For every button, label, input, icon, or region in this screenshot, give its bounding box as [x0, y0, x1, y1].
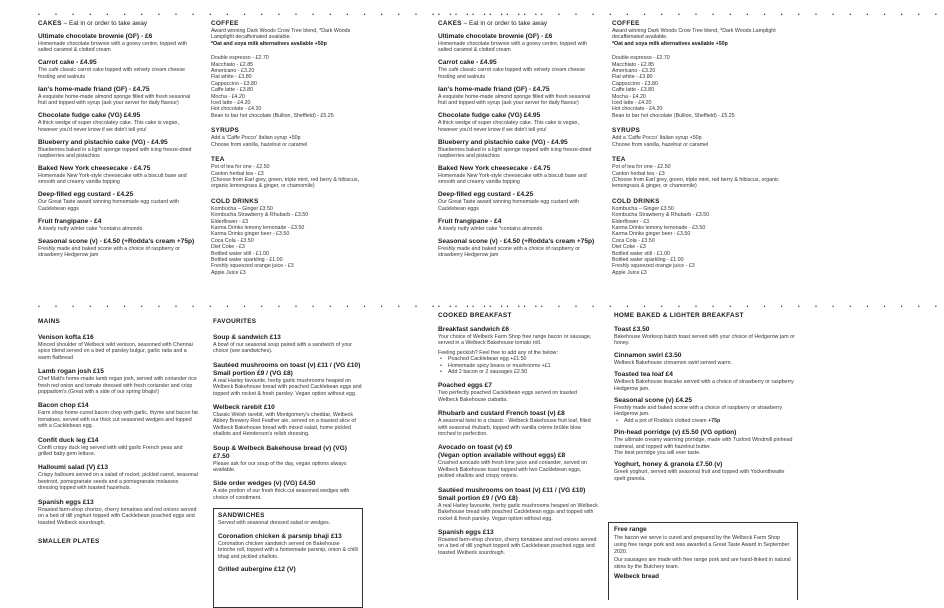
section-heading: COLD DRINKS	[211, 197, 259, 205]
section-heading: SYRUPS	[612, 127, 641, 135]
menu-item: Seasonal scone (v) £4.25 Freshly made and baked scone with a choice of raspberry or strawberry Hedgerow jam. • Add a pot of Rodda's clotted cream +75p	[614, 397, 796, 424]
menu-item: Sautéed mushrooms on toast (v) £11 / (VG £10) Small portion £9 / (VG £8) A real Harley favourite, herby garlic mushrooms heaped on Welbeck Bakehouse bread with poached Cacklebean eggs and topped with rocket & fresh parsley. Vegan option without egg.	[213, 361, 362, 397]
menu-item: Coronation chicken & parsnip bhaji £13 Coronation chicken sandwich served on Bakehouse brioche roll, topped with a homemade parsnip, onion & chilli bhaji and pickled shallots.	[218, 532, 358, 560]
menu-item: Pin-head porridge (v) £5.50 (VG option) The ultimate creamy warming porridge, made with Tuxford Windmill pinhead oatmeal, and topped with hazelnut butter. The best porridge you will ever taste.	[614, 429, 793, 457]
sausages-text: Our sausages are made with free range pork and are hand-linked in natural skins by the Butchery team.	[614, 557, 791, 571]
menu-item: Chocolate fudge cake (VG) £4.95 A thick wedge of super chocolatey cake. This cake is vegan, however you'd never know if we didn't tell you!	[438, 112, 579, 133]
menu-item: Blueberry and pistachio cake (VG) - £4.95 Blueberries baked in a light sponge topped with icing freeze-dried raspberries and pistachios	[38, 138, 192, 160]
section-heading: TEA	[612, 156, 626, 164]
drinks-section: COFFEE Award winning Dark Woods Crow Tree blend, *Dark Woods Lamplight decaffeinated available. *Oat and soya milk alternatives available +50p Double espresso - £2.70 Macchiato - £2.85 Americano - £3.20 Flat white - £3.80 Cappuccino - £3.80 Caffe latte - £3.80 Mocha - £4.20 Iced latte - £4.20 Hot chocolate - £4.20 Bean to bar hot chocolate (Bullion, Sheffield) - £5.25 SYRUPS Add a 'Caffe Pocco' Italian syrup +50p Choose from vanilla, hazelnut or caramel TEA Pot of tea for one - £2.50 Canton herbal tea - £3 (Choose from Earl grey, green, triple mint, red berry & hibiscus, organic lemongrass & ginger, or chamomile) COLD DRINKS Kombucha – Ginger £3.50 Kombucha Strawberry & Rhubarb - £3.50 Elderflower - £3 Karma Drinks lemony lemonade - £3.50 Karma Drinks ginger beer - £3.50 Coca Cola - £3.50 Diet Coke - £3 Bottled water still - £1.00 Bottled water sparkling - £1.00 Freshly squeezed orange juice - £3 Apple Juice £3	[211, 20, 361, 302]
menu-item: Fruit frangipane - £4 A lovely nutty winter cake *contains almonds	[38, 217, 143, 232]
section-heading: COOKED BREAKFAST	[438, 312, 512, 319]
free-range-text: The bacon we serve is cured and prepared by the Welbeck Farm Shop using free range pork and was awarded a Great Taste Award in September 2020.	[614, 535, 790, 555]
section-heading: COFFEE	[211, 20, 239, 27]
menu-item: Seasonal scone (v) - £4.50 (+Rodda's cream +75p) Freshly made and baked scone with a choice of raspberry or strawberry Hedgerow jam	[38, 237, 195, 259]
menu-item: Welbeck rarebit £10 Classic Welsh rarebit, with Montgomery's cheddar, Welbeck Abbey Brewery Red Feather ale, served on a toasted slice of Welbeck Bakehouse bread with mixed salad, home pickled shallots and Henderson's relish dressing.	[213, 404, 356, 438]
menu-item: Blueberry and pistachio cake (VG) - £4.95 Blueberries baked in a light sponge topped with icing freeze-dried raspberries and pistachios	[438, 138, 592, 160]
menu-item: Ultimate chocolate brownie (GF) - £6 Homemade chocolate brownie with a gooey centre, topped with salted caramel & clotted cream	[438, 33, 587, 54]
menu-item: Spanish eggs £13 Roasted farm-shop chorizo, cherry tomatoes and red onions served on a bed of dill yoghurt topped with Cacklebean poached eggs and toasted Welbeck sourdough.	[438, 528, 597, 556]
menu-item: Ultimate chocolate brownie (GF) - £6 Homemade chocolate brownie with a gooey centre, topped with salted caramel & clotted cream	[38, 33, 187, 54]
section-heading: CAKES – Eat in or order to take away	[38, 20, 148, 27]
menu-item: Ian's home-made friand (GF) - £4.75 A exquisite home-made almond sponge filled with fresh seasonal fruit and topped with syrup (ask your server for daily flavour)	[438, 85, 591, 107]
section-heading: SANDWICHES	[218, 512, 265, 520]
free-range-info-box	[608, 522, 798, 600]
menu-item: Cinnamon swirl £3.50 Welbeck Bakehouse cinnamon swirl served warm.	[614, 351, 732, 366]
menu-item: Poached eggs £7 Two perfectly poached Cacklebean eggs served on toasted Welbeck Bakehouse ciabatta.	[438, 382, 577, 403]
sandwiches-box: SANDWICHES Served with seasonal dressed salad or wedges. Coronation chicken & parsnip bhaji £13 Coronation chicken sandwich served on Bakehouse brioche roll, topped with a homemade parsnip, onion & chilli bhaji and pickled shallots. Grilled aubergine £12 (V)	[213, 508, 363, 608]
menu-item: Side order wedges (v) (VG) £4.50 A side portion of our fresh thick cut seasoned wedges with choice of condiment.	[213, 480, 350, 501]
menu-item: Lamb rogan josh £15 Chef Matt's home-made lamb rogan josh, served with coriander rice fresh red onion and tomato dressed with fresh coriander and crisp poppadom's (Great with a side of our spring bhajis!)	[38, 368, 197, 396]
menu-item: Spanish eggs £13 Roasted farm-shop chorizo, cherry tomatoes and red onions served on a bed of dill yoghurt topped with Cacklebean poached eggs and toasted Welbeck sourdough.	[38, 498, 197, 526]
section-heading: CAKES – Eat in or order to take away	[438, 20, 548, 27]
menu-item: Bacon chop £14 Farm shop home-cured bacon chop with garlic, thyme and bacon fat tomatoes, served with our thick cut seasoned wedges and topped with a Cacklebean egg.	[38, 402, 198, 430]
drinks-section-right: COFFEE Award winning Dark Woods Crow Tree blend, *Dark Woods Lamplight decaffeinated available. *Oat and soya milk alternatives available +50p Double espresso - £2.70 Macchiato - £2.85 Americano - £3.20 Flat white - £3.80 Cappuccino - £3.80 Caffe latte - £3.80 Mocha - £4.20 Iced latte - £4.20 Hot chocolate - £4.20 Bean to bar hot chocolate (Bullion, Sheffield) - £5.25 SYRUPS Add a 'Caffe Pocco' Italian syrup +50p Choose from vanilla, hazelnut or caramel TEA Pot of tea for one - £2.50 Canton herbal tea - £3 (Choose from Earl grey, green, triple mint, red berry & hibiscus, organic lemongrass & ginger, or chamomile) COLD DRINKS Kombucha – Ginger £3.50 Kombucha Strawberry & Rhubarb - £3.50 Elderflower - £3 Karma Drinks lemony lemonade - £3.50 Karma Drinks ginger beer - £3.50 Coca Cola - £3.50 Diet Coke - £3 Bottled water still - £1.00 Bottled water sparkling - £1.00 Freshly squeezed orange juice - £3 Apple Juice £3	[612, 20, 792, 302]
menu-item: Seasonal scone (v) - £4.50 (+Rodda's cream +75p) Freshly made and baked scone with a choice of raspberry or strawberry Hedgerow jam	[438, 237, 595, 259]
menu-item: Confit duck leg £14 Confit crispy duck leg served with wild garlic French peas and grilled baby gem lettuce.	[38, 436, 183, 458]
menu-item: Venison kofta £16 Minced shoulder of Welbeck wild venison, seasoned with Chennai spice blend served on a bed of parsley bulgur, garlic raita and a warm flatbread	[38, 334, 193, 361]
favourites-section	[213, 318, 363, 600]
section-heading: COFFEE	[612, 20, 640, 27]
top-dots-left: • • • • • • • • • • • • • • • • • • • • • • • • • • • • • •	[38, 12, 544, 18]
menu-item: Deep-filled egg custard - £4.25 Our Great Taste award winning homemade egg custard with Cacklebean eggs	[38, 191, 179, 212]
mid-dots-left: • • • • • • • • • • • • • • • • • • • • • • • • • • • • • •	[38, 304, 544, 310]
menu-item: Carrot cake - £4.95 The café classic carrot cake topped with velvety cream cheese frosting and walnuts	[438, 59, 585, 80]
welbeck-bread-heading: Welbeck bread	[614, 572, 659, 580]
menu-item: Toast £3.50 Bakehouse Worksop batch toast served with your choice of Hedgerow jam or honey.	[614, 326, 795, 347]
section-heading: COLD DRINKS	[612, 197, 660, 205]
section-heading: SYRUPS	[211, 127, 240, 135]
top-dots-right: • • • • • • • • • • • • • • • • • • • • • • • • • • • • • •	[438, 12, 944, 18]
menu-item: Chocolate fudge cake (VG) £4.95 A thick wedge of super chocolatey cake. This cake is vegan, however you'd never know if we didn't tell you!	[38, 112, 179, 133]
mains-section	[38, 318, 198, 600]
menu-item: Carrot cake - £4.95 The café classic carrot cake topped with velvety cream cheese frosting and walnuts	[38, 59, 185, 80]
cakes-section	[38, 20, 200, 302]
section-heading: SMALLER PLATES	[38, 537, 100, 545]
section-heading: HOME BAKED & LIGHTER BREAKFAST	[614, 312, 744, 319]
cakes-section-right	[438, 20, 600, 302]
menu-item: Soup & sandwich £13 A bowl of our seasonal soup paired with a sandwich of your choice (see sandwiches).	[213, 334, 352, 355]
mid-dots-right: • • • • • • • • • • • • • • • • • • • • • • • • • • • • • •	[438, 304, 944, 310]
menu-item: Rhubarb and custard French toast (v) £8 A seasonal twist to a classic - Welbeck Bakehouse fruit loaf, filled with seasonal rhubarb, topped with vanilla crème brûlée blow torched to perfection.	[438, 410, 591, 438]
home-baked-section	[614, 312, 796, 520]
menu-item: Ian's home-made friand (GF) - £4.75 A exquisite home-made almond sponge filled with fresh seasonal fruit and topped with syrup (ask your server for daily flavour)	[38, 85, 191, 107]
menu-item: Breakfast sandwich £6 Your choice of Welbeck Farm Shop free range bacon or sausage, served in a Welbeck Bakehouse tomato roll. Feeling peckish? Feel free to add any of the below: • Poached Cacklebean egg +£1.50 • Homemade spicy beans or mushrooms +£1 • Add 2 bacon or 2 sausages £2.50	[438, 326, 598, 375]
menu-item: Yoghurt, honey & granola £7.50 (v) Greek yoghurt, served with seasonal fruit and topped with Yockenthwaite spelt granola.	[614, 461, 785, 482]
cooked-breakfast-section	[438, 312, 598, 600]
menu-item: Fruit frangipane - £4 A lovely nutty winter cake *contains almonds	[438, 217, 543, 232]
menu-item: Baked New York cheesecake - £4.75 Homemade New York-style cheesecake with a biscuit base and smooth and creamy vanilla topping	[38, 165, 187, 186]
section-heading: MAINS	[38, 318, 61, 325]
menu-item: Halloumi salad (V) £13 Crispy halloumi served on a salad of rocket, pickled carrot, seasonal beetroot, pomegranate seeds and a pomegranate molasses dressing topped with toasted hazelnuts.	[38, 464, 198, 492]
menu-item: Sautéed mushrooms on toast (v) £11 / (VG £10) Small portion £9 / (VG £8) A real Harley favourite, herby garlic mushrooms heaped on Welbeck Bakehouse bread with poached Cacklebean eggs and topped with rocket & fresh parsley. Vegan option without egg.	[438, 486, 598, 522]
menu-item: Soup & Welbeck Bakehouse bread (v) (VG) £7.50 Please ask for our soup of the day, vegan options always available.	[213, 444, 347, 474]
menu-item: Deep-filled egg custard - £4.25 Our Great Taste award winning homemade egg custard with Cacklebean eggs	[438, 191, 579, 212]
menu-item: Baked New York cheesecake - £4.75 Homemade New York-style cheesecake with a biscuit base and smooth and creamy vanilla topping	[438, 165, 587, 186]
menu-item: Avocado on toast (v) £9 (Vegan option available without eggs) £8 Crushed avocado with fresh lime juice and coriander, served on Welbeck Bakehouse toast topped with two Cacklebean eggs, pickled shallots and crispy onions.	[438, 444, 587, 480]
section-heading: FAVOURITES	[213, 318, 257, 325]
section-heading: TEA	[211, 156, 225, 164]
menu-item: Grilled aubergine £12 (V)	[218, 565, 296, 573]
menu-item: Toasted tea loaf £4 Welbeck Bakehouse teacake served with a choice of strawberry or raspberry Hedgerow jam.	[614, 371, 794, 392]
free-range-heading: Free range	[614, 526, 647, 533]
